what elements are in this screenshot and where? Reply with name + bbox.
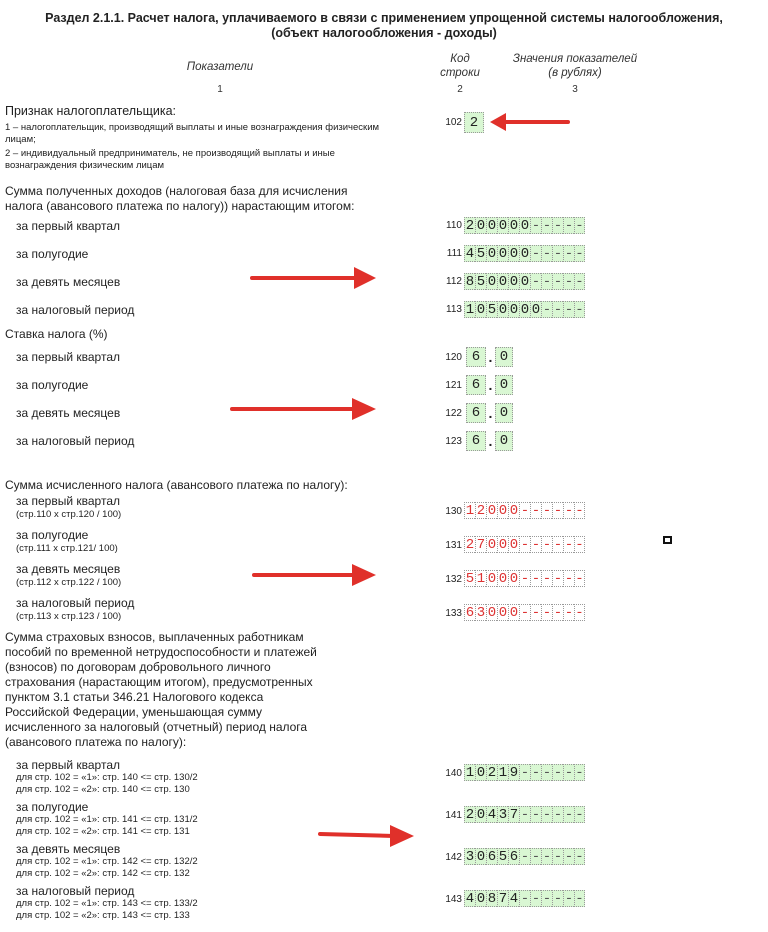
row-code-112: 112 xyxy=(446,276,462,287)
digit-cell: 0 xyxy=(520,274,530,290)
digit-cell: 2 xyxy=(465,537,475,553)
digit-cell: 0 xyxy=(498,571,508,587)
digit-cell: 2 xyxy=(476,503,486,519)
digit-cell: 5 xyxy=(476,274,486,290)
digit-cell: 0 xyxy=(487,503,497,519)
digit-cell: 2 xyxy=(487,765,497,781)
digit-cell: 3 xyxy=(498,807,508,823)
row-code-113: 113 xyxy=(446,304,462,315)
col-header-values-1: Значения показателей xyxy=(512,53,638,65)
income-value-field-110[interactable] xyxy=(464,217,585,234)
digit-cell: - xyxy=(531,765,541,781)
digit-cell: - xyxy=(553,849,563,865)
section-title: Раздел 2.1.1. Расчет налога, уплачиваемого в связи с применением упрощенной системы налогообложения, xyxy=(45,11,723,25)
taxpayer-option-1-line2: лицам; xyxy=(5,134,36,145)
digit-cell: - xyxy=(542,849,552,865)
digit-cell: - xyxy=(575,605,584,621)
insurance-row-condition-1: для стр. 102 = «1»: стр. 140 <= стр. 130/2 xyxy=(16,772,198,783)
insurance-title-line: Российской Федерации, уменьшающая сумму xyxy=(5,705,263,719)
digit-cell: - xyxy=(531,605,541,621)
row-code-142: 142 xyxy=(445,852,462,863)
digit-cell: 0 xyxy=(520,218,530,234)
digit-cell: 5 xyxy=(487,302,497,318)
rate-value-field-121[interactable] xyxy=(466,375,513,395)
rate-row-label: за налоговый период xyxy=(16,434,135,448)
digit-cell: 0 xyxy=(487,571,497,587)
row-code-120: 120 xyxy=(445,352,462,363)
digit-cell: 0 xyxy=(487,605,497,621)
insurance-row-condition-1: для стр. 102 = «1»: стр. 142 <= стр. 132/2 xyxy=(16,856,198,867)
tax-row-formula: (стр.113 х стр.123 / 100) xyxy=(16,611,122,622)
digit-cell: - xyxy=(542,765,552,781)
insurance-title-line: (авансового платежа по налогу): xyxy=(5,735,187,749)
digit-cell: 0 xyxy=(498,274,508,290)
digit-cell: 0 xyxy=(509,274,519,290)
digit-cell: 0 xyxy=(487,274,497,290)
digit-cell: - xyxy=(553,605,563,621)
row-code-122: 122 xyxy=(445,408,462,419)
digit-cell: - xyxy=(520,605,530,621)
income-value-field-111[interactable] xyxy=(464,245,585,262)
digit-cell: 0 xyxy=(520,302,530,318)
digit-cell: - xyxy=(531,274,541,290)
digit-cell: 0 xyxy=(476,218,486,234)
insurance-title-line: (взносов) по договорам добровольного личного xyxy=(5,660,271,674)
digit-cell: 0 xyxy=(476,849,486,865)
digit-cell: - xyxy=(564,537,574,553)
row-code-111: 111 xyxy=(446,248,462,259)
digit-cell: - xyxy=(553,765,563,781)
digit-cell: - xyxy=(553,503,563,519)
digit-cell: - xyxy=(564,571,574,587)
digit-cell: 4 xyxy=(465,891,475,907)
digit-cell: - xyxy=(575,218,584,234)
digit-cell: 0 xyxy=(520,246,530,262)
rate-decimal-cell: 0 xyxy=(495,347,513,367)
digit-cell: - xyxy=(520,765,530,781)
red-arrow-icon xyxy=(230,397,380,421)
digit-cell: - xyxy=(553,807,563,823)
digit-cell: 1 xyxy=(465,503,475,519)
insurance-row-condition-2: для стр. 102 = «2»: стр. 142 <= стр. 132 xyxy=(16,868,190,879)
tax-row-formula: (стр.112 х стр.122 / 100) xyxy=(16,577,122,588)
rate-row-label: за полугодие xyxy=(16,378,89,392)
digit-cell: 0 xyxy=(476,807,486,823)
col-number-3: 3 xyxy=(572,84,578,95)
digit-cell: - xyxy=(564,891,574,907)
digit-cell: - xyxy=(553,537,563,553)
col-header-code-1: Код xyxy=(450,53,470,65)
insurance-value-field-142[interactable] xyxy=(464,848,585,865)
red-arrow-icon xyxy=(318,824,418,848)
digit-cell: 7 xyxy=(509,807,519,823)
taxpayer-value-cell: 2 xyxy=(464,112,484,133)
digit-cell: - xyxy=(564,302,574,318)
row-code-123: 123 xyxy=(445,436,462,447)
taxpayer-option-1-line1: 1 – налогоплательщик, производящий выплаты и иные вознаграждения физическим xyxy=(5,122,380,133)
insurance-value-field-141[interactable] xyxy=(464,806,585,823)
digit-cell: - xyxy=(531,849,541,865)
digit-cell: - xyxy=(542,274,552,290)
insurance-row-condition-2: для стр. 102 = «2»: стр. 140 <= стр. 130 xyxy=(16,784,190,795)
digit-cell: 0 xyxy=(509,218,519,234)
digit-cell: - xyxy=(575,537,584,553)
insurance-row-condition-1: для стр. 102 = «1»: стр. 143 <= стр. 133/2 xyxy=(16,898,198,909)
rate-integer-cell: 6 xyxy=(466,347,486,367)
digit-cell: - xyxy=(564,765,574,781)
digit-cell: - xyxy=(564,807,574,823)
digit-cell: 0 xyxy=(531,302,541,318)
rate-integer-cell: 6 xyxy=(466,403,486,423)
digit-cell: 0 xyxy=(498,605,508,621)
digit-cell: - xyxy=(531,537,541,553)
rate-decimal-cell: 0 xyxy=(495,375,513,395)
insurance-row-condition-2: для стр. 102 = «2»: стр. 143 <= стр. 133 xyxy=(16,910,190,921)
row-code-130: 130 xyxy=(445,506,462,517)
digit-cell: - xyxy=(564,503,574,519)
tax-value-field-133[interactable] xyxy=(464,604,585,621)
digit-cell: - xyxy=(575,765,584,781)
digit-cell: - xyxy=(553,274,563,290)
income-value-field-112[interactable] xyxy=(464,273,585,290)
digit-cell: 0 xyxy=(509,537,519,553)
taxpayer-option-2-line2: вознаграждения физическим лицам xyxy=(5,160,165,171)
income-row-label: за налоговый период xyxy=(16,303,135,317)
insurance-value-field-143[interactable] xyxy=(464,890,585,907)
col-number-2: 2 xyxy=(457,84,463,95)
digit-cell: - xyxy=(531,218,541,234)
rate-decimal-cell: 0 xyxy=(495,431,513,451)
tax-title: Сумма исчисленного налога (авансового платежа по налогу): xyxy=(5,478,348,492)
insurance-row-label: за девять месяцев xyxy=(16,842,121,856)
digit-cell: - xyxy=(575,246,584,262)
digit-cell: - xyxy=(575,891,584,907)
digit-cell: - xyxy=(553,246,563,262)
row-code-121: 121 xyxy=(445,380,462,391)
digit-cell: - xyxy=(531,891,541,907)
digit-cell: 1 xyxy=(498,765,508,781)
insurance-title-line: пунктом 3.1 статьи 346.21 Налогового кодекса xyxy=(5,690,264,704)
digit-cell: 0 xyxy=(487,246,497,262)
digit-cell: 1 xyxy=(476,571,486,587)
digit-cell: - xyxy=(553,571,563,587)
tax-row-formula: (стр.110 х стр.120 / 100) xyxy=(16,509,122,520)
digit-cell: - xyxy=(553,891,563,907)
digit-cell: 0 xyxy=(509,503,519,519)
digit-cell: 1 xyxy=(465,765,475,781)
insurance-row-condition-2: для стр. 102 = «2»: стр. 141 <= стр. 131 xyxy=(16,826,190,837)
digit-cell: 0 xyxy=(476,765,486,781)
digit-cell: 7 xyxy=(476,537,486,553)
red-arrow-icon xyxy=(252,563,380,587)
digit-cell: - xyxy=(542,246,552,262)
digit-cell: - xyxy=(531,503,541,519)
rate-integer-cell: 6 xyxy=(466,375,486,395)
insurance-title-line: пособий по временной нетрудоспособности и платежей xyxy=(5,645,317,659)
insurance-value-field-140[interactable] xyxy=(464,764,585,781)
income-row-label: за полугодие xyxy=(16,247,89,261)
tax-row-label: за полугодие xyxy=(16,528,89,542)
digit-cell: - xyxy=(575,302,584,318)
tax-value-field-132[interactable] xyxy=(464,570,585,587)
rate-integer-cell: 6 xyxy=(466,431,486,451)
insurance-row-condition-1: для стр. 102 = «1»: стр. 141 <= стр. 131/2 xyxy=(16,814,198,825)
income-title-line1: Сумма полученных доходов (налоговая база для исчисления xyxy=(5,184,348,198)
insurance-row-label: за первый квартал xyxy=(16,758,121,772)
digit-cell: 4 xyxy=(465,246,475,262)
section-subtitle: (объект налогообложения - доходы) xyxy=(271,26,497,40)
digit-cell: - xyxy=(520,537,530,553)
taxpayer-value-field[interactable] xyxy=(464,112,484,133)
rate-value-field-120[interactable] xyxy=(466,347,513,367)
digit-cell: - xyxy=(575,849,584,865)
digit-cell: 7 xyxy=(498,891,508,907)
digit-cell: 0 xyxy=(509,302,519,318)
taxpayer-option-2-line1: 2 – индивидуальный предприниматель, не производящий выплаты и иные xyxy=(5,148,335,159)
digit-cell: - xyxy=(575,807,584,823)
digit-cell: 2 xyxy=(465,218,475,234)
rate-row-label: за первый квартал xyxy=(16,350,121,364)
tax-row-label: за первый квартал xyxy=(16,494,121,508)
insurance-row-label: за налоговый период xyxy=(16,884,135,898)
digit-cell: 5 xyxy=(465,571,475,587)
digit-cell: 6 xyxy=(465,605,475,621)
tax-row-label: за девять месяцев xyxy=(16,562,121,576)
digit-cell: 0 xyxy=(487,537,497,553)
digit-cell: 0 xyxy=(498,218,508,234)
digit-cell: - xyxy=(531,807,541,823)
digit-cell: - xyxy=(542,807,552,823)
digit-cell: 8 xyxy=(465,274,475,290)
digit-cell: - xyxy=(542,571,552,587)
taxpayer-title: Признак налогоплательщика: xyxy=(5,104,177,118)
row-code-102: 102 xyxy=(445,117,462,128)
row-code-133: 133 xyxy=(445,608,462,619)
rate-decimal-cell: 0 xyxy=(495,403,513,423)
digit-cell: 3 xyxy=(465,849,475,865)
digit-cell: 5 xyxy=(476,246,486,262)
digit-cell: - xyxy=(520,849,530,865)
digit-cell: 3 xyxy=(476,605,486,621)
col-header-code-2: строки xyxy=(440,67,480,79)
digit-cell: - xyxy=(542,605,552,621)
digit-cell: - xyxy=(564,605,574,621)
digit-cell: - xyxy=(564,274,574,290)
insurance-title-line: Сумма страховых взносов, выплаченных работникам xyxy=(5,630,304,644)
income-row-label: за девять месяцев xyxy=(16,275,121,289)
tax-row-label: за налоговый период xyxy=(16,596,135,610)
income-value-field-113[interactable] xyxy=(464,301,585,318)
digit-cell: 0 xyxy=(509,605,519,621)
rate-row-label: за девять месяцев xyxy=(16,406,121,420)
row-code-141: 141 xyxy=(445,810,462,821)
col-number-1: 1 xyxy=(217,84,223,95)
digit-cell: 0 xyxy=(509,246,519,262)
digit-cell: - xyxy=(542,891,552,907)
tax-row-formula: (стр.111 х стр.121/ 100) xyxy=(16,543,118,554)
digit-cell: - xyxy=(520,571,530,587)
rate-title: Ставка налога (%) xyxy=(5,327,108,341)
digit-cell: 0 xyxy=(487,218,497,234)
tax-value-field-131[interactable] xyxy=(464,536,585,553)
digit-cell: - xyxy=(575,571,584,587)
digit-cell: - xyxy=(575,274,584,290)
digit-cell: 6 xyxy=(487,849,497,865)
digit-cell: 4 xyxy=(509,891,519,907)
digit-cell: 0 xyxy=(476,302,486,318)
digit-cell: - xyxy=(542,218,552,234)
digit-cell: - xyxy=(542,537,552,553)
row-code-140: 140 xyxy=(445,768,462,779)
digit-cell: - xyxy=(564,218,574,234)
digit-cell: 0 xyxy=(509,571,519,587)
digit-cell: 4 xyxy=(487,807,497,823)
decimal-point: . xyxy=(488,377,493,393)
col-header-indicators: Показатели xyxy=(186,61,254,73)
digit-cell: - xyxy=(520,503,530,519)
red-arrow-icon xyxy=(250,266,380,290)
digit-cell: 9 xyxy=(509,765,519,781)
rate-value-field-123[interactable] xyxy=(466,431,513,451)
income-row-label: за первый квартал xyxy=(16,219,121,233)
red-arrow-icon xyxy=(490,112,570,132)
digit-cell: - xyxy=(564,246,574,262)
row-code-143: 143 xyxy=(445,894,462,905)
digit-cell: 0 xyxy=(498,503,508,519)
digit-cell: - xyxy=(575,503,584,519)
digit-cell: 6 xyxy=(509,849,519,865)
digit-cell: - xyxy=(553,218,563,234)
digit-cell: 0 xyxy=(498,302,508,318)
digit-cell: - xyxy=(542,503,552,519)
col-header-values-2: (в рублях) xyxy=(548,67,602,79)
digit-cell: - xyxy=(520,807,530,823)
insurance-title-line: страхования (нарастающим итогом), предусмотренных xyxy=(5,675,313,689)
insurance-title-line: исчисленного за налоговый (отчетный) период налога xyxy=(5,720,308,734)
decimal-point: . xyxy=(488,349,493,365)
tax-value-field-130[interactable] xyxy=(464,502,585,519)
row-code-131: 131 xyxy=(445,540,462,551)
digit-cell: - xyxy=(564,849,574,865)
insurance-row-label: за полугодие xyxy=(16,800,89,814)
resize-handle-icon[interactable] xyxy=(663,536,672,544)
digit-cell: 0 xyxy=(498,246,508,262)
row-code-110: 110 xyxy=(446,220,462,231)
digit-cell: - xyxy=(531,246,541,262)
digit-cell: - xyxy=(531,571,541,587)
income-title-line2: налога (авансового платежа по налогу)) нарастающим итогом: xyxy=(5,199,355,213)
digit-cell: 0 xyxy=(498,537,508,553)
digit-cell: - xyxy=(542,302,552,318)
digit-cell: 1 xyxy=(465,302,475,318)
rate-value-field-122[interactable] xyxy=(466,403,513,423)
digit-cell: 0 xyxy=(476,891,486,907)
decimal-point: . xyxy=(488,433,493,449)
row-code-132: 132 xyxy=(445,574,462,585)
digit-cell: 8 xyxy=(487,891,497,907)
digit-cell: 2 xyxy=(465,807,475,823)
digit-cell: - xyxy=(553,302,563,318)
digit-cell: 5 xyxy=(498,849,508,865)
decimal-point: . xyxy=(488,405,493,421)
digit-cell: - xyxy=(520,891,530,907)
